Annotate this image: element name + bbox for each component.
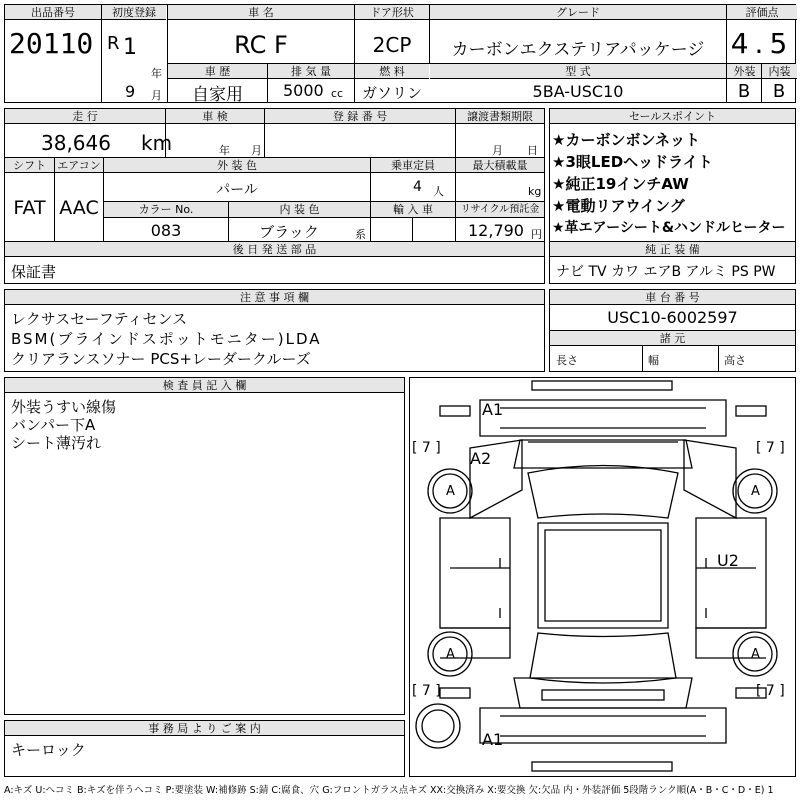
- type-label: 型 式: [430, 64, 726, 79]
- note-line-1: レクサスセーフティセンス: [11, 310, 188, 328]
- damage-rear: A1: [482, 730, 504, 749]
- door-type: 2CP: [372, 33, 412, 57]
- grade: カーボンエクステリアパッケージ: [451, 40, 705, 60]
- inspector-block: 検 査 員 記 入 欄 外装うすい線傷 バンパー下A シート薄汚れ: [4, 377, 405, 715]
- history: 自家用: [192, 85, 243, 105]
- sales-point-4: ★電動リアウイング: [552, 197, 685, 215]
- damage-right-side: U2: [717, 551, 739, 570]
- score: 4.5: [730, 27, 794, 60]
- office-note: キーロック: [11, 741, 86, 759]
- year: 1: [123, 35, 137, 60]
- car-outline-svg: [410, 378, 795, 776]
- damage-front-left: A2: [470, 449, 492, 468]
- tread-rr: [ 7 ]: [756, 683, 785, 699]
- tire-mark-fr: A: [751, 484, 760, 499]
- vehicle-info-block: 走 行 38,646 km 車 検 年 月 登 録 番 号 譲渡書類期限 月 日 シフト エアコン FAT AAC 外 装 色 パール 乗車定員 4 人 最大積載量 kg カラー No. 内 装 色 輸 入 車 リサイクル預託金 083 ブラック 系 12,790 円 後 日 発 送 部 品 保証書: [4, 108, 545, 284]
- int-score: B: [772, 81, 786, 102]
- color-number: 083: [150, 221, 182, 240]
- legend: A:キズ U:ヘコミ B:キズを伴うヘコミ P:要塗装 W:補修跡 S:錆 C:腐食、穴 G:フロントガラス点キズ XX:交換済み X:要交換 欠:欠品 内・外装評価 5段階ランク順(A・B・C・D・E) 1: [4, 785, 774, 796]
- era: R: [107, 33, 120, 54]
- history-label: 車 歴: [168, 64, 267, 79]
- tire-mark-fl: A: [446, 484, 455, 499]
- tire-mark-rr: A: [751, 647, 760, 662]
- inspector-line-2: バンパー下A: [11, 416, 96, 434]
- recycle-fee: 12,790: [468, 221, 524, 240]
- sales-points-block: セールスポイント 純 正 装 備 ナビ TV カワ エアB アルミ PS PW: [549, 108, 796, 284]
- sales-point-3: ★純正19インチAW: [552, 175, 689, 193]
- note-line-2: BSM(ブラインドスポットモニター)LDA: [11, 330, 322, 348]
- lot-number: 20110: [9, 27, 94, 60]
- aircon: AAC: [59, 197, 99, 219]
- tread-fl: [ 7 ]: [412, 440, 441, 456]
- model-name: RC F: [234, 31, 288, 59]
- sales-point-1: ★カーボンボンネット: [552, 131, 700, 149]
- ext-color: パール: [216, 182, 258, 198]
- sales-point-5: ★革エアーシート&ハンドルヒーター: [552, 220, 786, 236]
- chassis-block: 車 台 番 号 USC10-6002597 諸 元 長さ 幅 高さ: [549, 289, 796, 372]
- capacity: 4: [413, 179, 422, 195]
- door-label: ドア形状: [355, 5, 429, 20]
- later-parts: 保証書: [11, 263, 57, 281]
- tire-mark-rl: A: [446, 647, 455, 662]
- score-label: 評価点: [727, 5, 797, 20]
- lot-label: 出品番号: [5, 5, 101, 20]
- header-block: 出品番号 20110 初度登録 R 1 年 9 月 車 名 RC F ドア形状 2CP グレード カーボンエクステリアパッケージ 評価点 4.5 車 歴 自家用 排 気 量 5000 cc 燃 料 ガソリン 型 式 5BA-USC10 外装 内装 B B: [4, 4, 796, 103]
- standard-equipment: ナビ TV カワ エアB アルミ PS PW: [556, 264, 776, 280]
- model-type: 5BA-USC10: [532, 82, 624, 101]
- ext-score: B: [737, 81, 751, 102]
- office-block: 事 務 局 よ り ご 案 内 キーロック: [4, 720, 405, 777]
- damage-front: A1: [482, 400, 504, 419]
- notes-block: 注 意 事 項 欄 レクサスセーフティセンス BSM(ブラインドスポットモニター)LDA クリアランスソナー PCS+レーダークルーズ: [4, 289, 545, 372]
- grade-label: グレード: [430, 5, 726, 20]
- fuel: ガソリン: [361, 84, 422, 102]
- disp-label: 排 気 量: [268, 64, 354, 79]
- month: 9: [125, 82, 136, 101]
- mileage: 38,646: [41, 131, 111, 155]
- first-reg-label: 初度登録: [102, 5, 166, 20]
- tread-rl: [ 7 ]: [412, 683, 441, 699]
- int-color: ブラック: [259, 223, 319, 241]
- inspector-line-3: シート薄汚れ: [11, 434, 102, 452]
- sales-point-2: ★3眼LEDヘッドライト: [552, 153, 713, 171]
- tread-fr: [ 7 ]: [756, 440, 785, 456]
- note-line-3: クリアランスソナー PCS+レーダークルーズ: [11, 350, 311, 368]
- model-label: 車 名: [168, 5, 354, 20]
- shift: FAT: [13, 197, 46, 219]
- car-diagram: [409, 377, 796, 777]
- displacement: 5000: [283, 81, 324, 100]
- chassis-number: USC10-6002597: [607, 308, 738, 327]
- inspector-line-1: 外装うすい線傷: [11, 398, 117, 416]
- fuel-label: 燃 料: [355, 64, 429, 79]
